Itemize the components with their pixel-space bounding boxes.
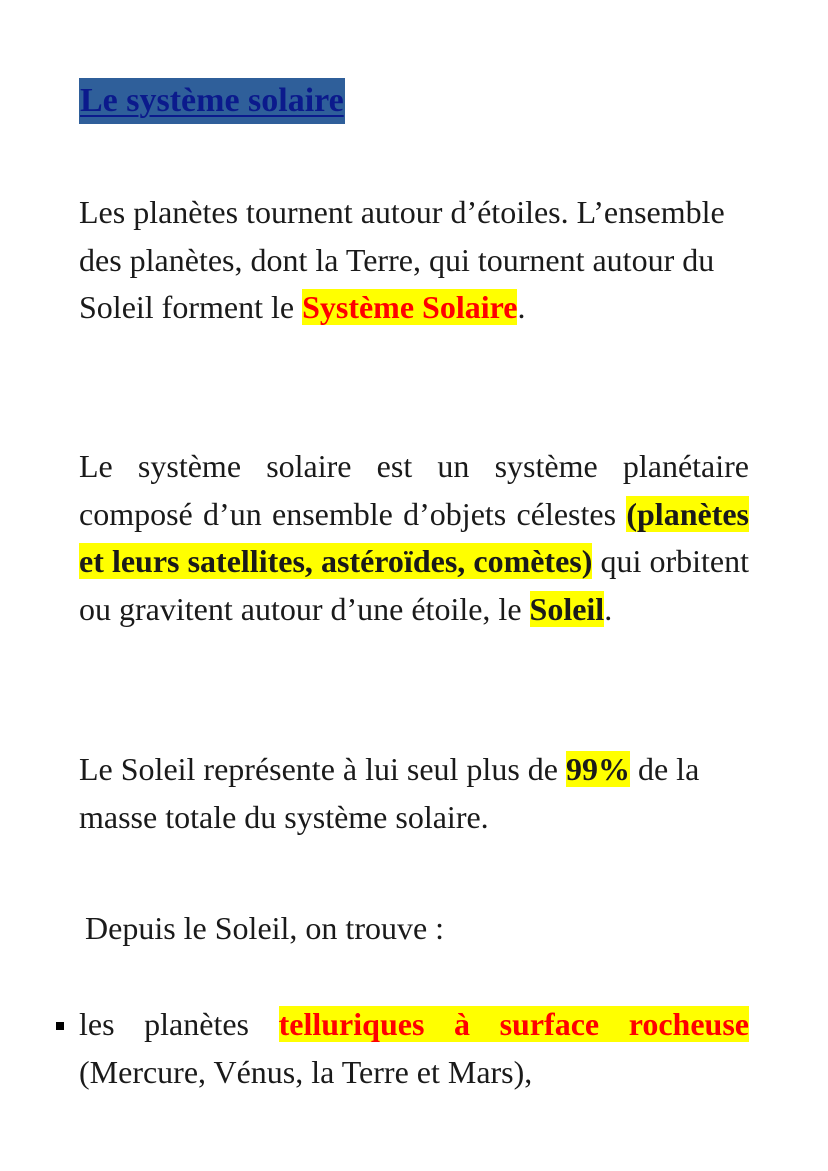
highlight-systeme-solaire: Système Solaire <box>302 289 518 325</box>
highlight-objets-celestes: (planètes et leurs satellites, astéroïdes, comètes) <box>79 495 749 579</box>
highlight-soleil: Soleil <box>529 590 605 627</box>
masse-end: de la masse totale du système solaire. <box>79 751 700 835</box>
paragraph-intro <box>79 189 749 332</box>
bullet-end: (Mercure, Vénus, la Terre et Mars), <box>79 1053 533 1090</box>
intro-text: Les planètes tournent autour d’étoiles. L’ensemble des planètes, dont la Terre, qui tournent autour du Soleil forment le <box>79 194 725 325</box>
square-bullet-icon <box>56 1022 64 1030</box>
definition-text: Le système solaire est un système planétaire composé d’un ensemble d’objets célestes <box>79 448 749 532</box>
paragraph-masse <box>79 746 749 841</box>
bullet-text <box>79 1001 749 1096</box>
intro-end: . <box>517 289 526 325</box>
highlight-telluriques: telluriques à surface rocheuse <box>278 1006 750 1042</box>
highlight-99-percent: 99% <box>565 751 630 787</box>
paragraph-depuis-soleil <box>85 905 755 953</box>
masse-text: Le Soleil représente à lui seul plus de <box>79 751 566 787</box>
bullet-lead: les planètes <box>79 1006 279 1042</box>
paragraph-definition <box>79 443 749 633</box>
definition-end: . <box>604 590 613 627</box>
depuis-text: Depuis le Soleil, on trouve : <box>85 910 445 946</box>
definition-middle: qui orbitent ou gravitent autour d’une étoile, le <box>79 543 749 627</box>
page-title: Le système solaire <box>79 78 345 124</box>
